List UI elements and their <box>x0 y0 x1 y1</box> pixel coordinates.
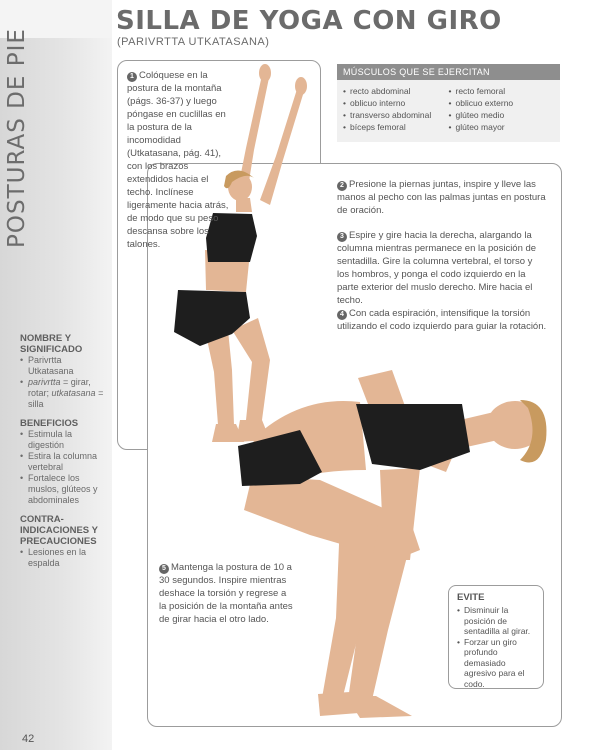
step-4 <box>337 307 547 333</box>
muscle-item: • oblicuo interno <box>343 97 449 109</box>
page-title: SILLA DE YOGA CON GIRO <box>116 6 502 36</box>
muscle-item: • recto abdominal <box>343 85 449 97</box>
step-text: Mantenga la postura de 10 a 30 segundos. Inspire mientras deshace la torsión y regrese a la posición de la montaña antes de girar hacia el otro lado. <box>159 562 293 625</box>
muscles-heading: MÚSCULOS QUE SE EJERCITAN <box>337 64 560 80</box>
evite-box <box>448 585 544 689</box>
page-number: 42 <box>22 733 35 745</box>
page-subtitle: (PARIVRTTA UTKATASANA) <box>117 36 270 48</box>
name-meaning: • parivrtta = girar, rotar; utkatasana = silla <box>20 377 106 410</box>
muscle-item: • transverso abdominal <box>343 109 449 121</box>
name-item: • Parivrtta Utkatasana <box>20 355 106 377</box>
step-number: 2 <box>337 181 347 191</box>
contraindications-heading: CONTRA-INDICACIONES Y PRECAUCIONES <box>20 514 98 547</box>
benefit-item: • Fortalece los muslos, glúteos y abdominales <box>20 473 106 506</box>
evite-heading: EVITE <box>457 592 485 603</box>
step-1 <box>127 69 231 251</box>
muscle-item: • glúteo mayor <box>449 121 555 133</box>
name-heading: NOMBRE Y SIGNIFICADO <box>20 333 83 355</box>
muscle-item: • bíceps femoral <box>343 121 449 133</box>
muscle-item: • recto femoral <box>449 85 555 97</box>
benefit-item: • Estimula la digestión <box>20 429 106 451</box>
evite-item: • Disminuir la posición de sentadilla al girar. <box>457 605 537 637</box>
step-5 <box>159 561 293 626</box>
step-2 <box>337 178 547 217</box>
step-text: Espire y gire hacia la derecha, alargando la columna mientras permanece en la posición de sentadilla. Gire la columna vertebral, el torso y los hombros, y ponga el codo izquierdo en la parte exterior del muslo derecho. Mire hacia el techo. <box>337 230 537 306</box>
contraindication-item: • Lesiones en la espalda <box>20 547 106 569</box>
muscle-item: • glúteo medio <box>449 109 555 121</box>
step-3 <box>337 229 547 307</box>
step-text: Con cada espiración, intensifique la torsión utilizando el codo izquierdo para guiar la rotación. <box>337 308 547 332</box>
benefit-item: • Estira la columna vertebral <box>20 451 106 473</box>
step-number: 5 <box>159 564 169 574</box>
evite-item: • Forzar un giro profundo demasiado agresivo para el codo. <box>457 637 537 690</box>
muscle-item: • oblicuo externo <box>449 97 555 109</box>
step-number: 1 <box>127 72 137 82</box>
section-title-vertical: POSTURAS DE PIE <box>4 28 30 248</box>
step-text: Colóquese en la postura de la montaña (págs. 36-37) y luego póngase en cuclillas en la postura de la incomodidad (Utkatasana, pág. 41), con los brazos extendidos hacia el techo. Inclínese ligeramente hacia atrás, de modo que su peso descansa sobre los talones. <box>127 70 229 250</box>
step-text: Presione la piernas juntas, inspire y lleve las manos al pecho con las palmas juntas en postura de oración. <box>337 179 546 216</box>
step-number: 4 <box>337 310 347 320</box>
step-number: 3 <box>337 232 347 242</box>
benefits-heading: BENEFICIOS <box>20 418 79 429</box>
